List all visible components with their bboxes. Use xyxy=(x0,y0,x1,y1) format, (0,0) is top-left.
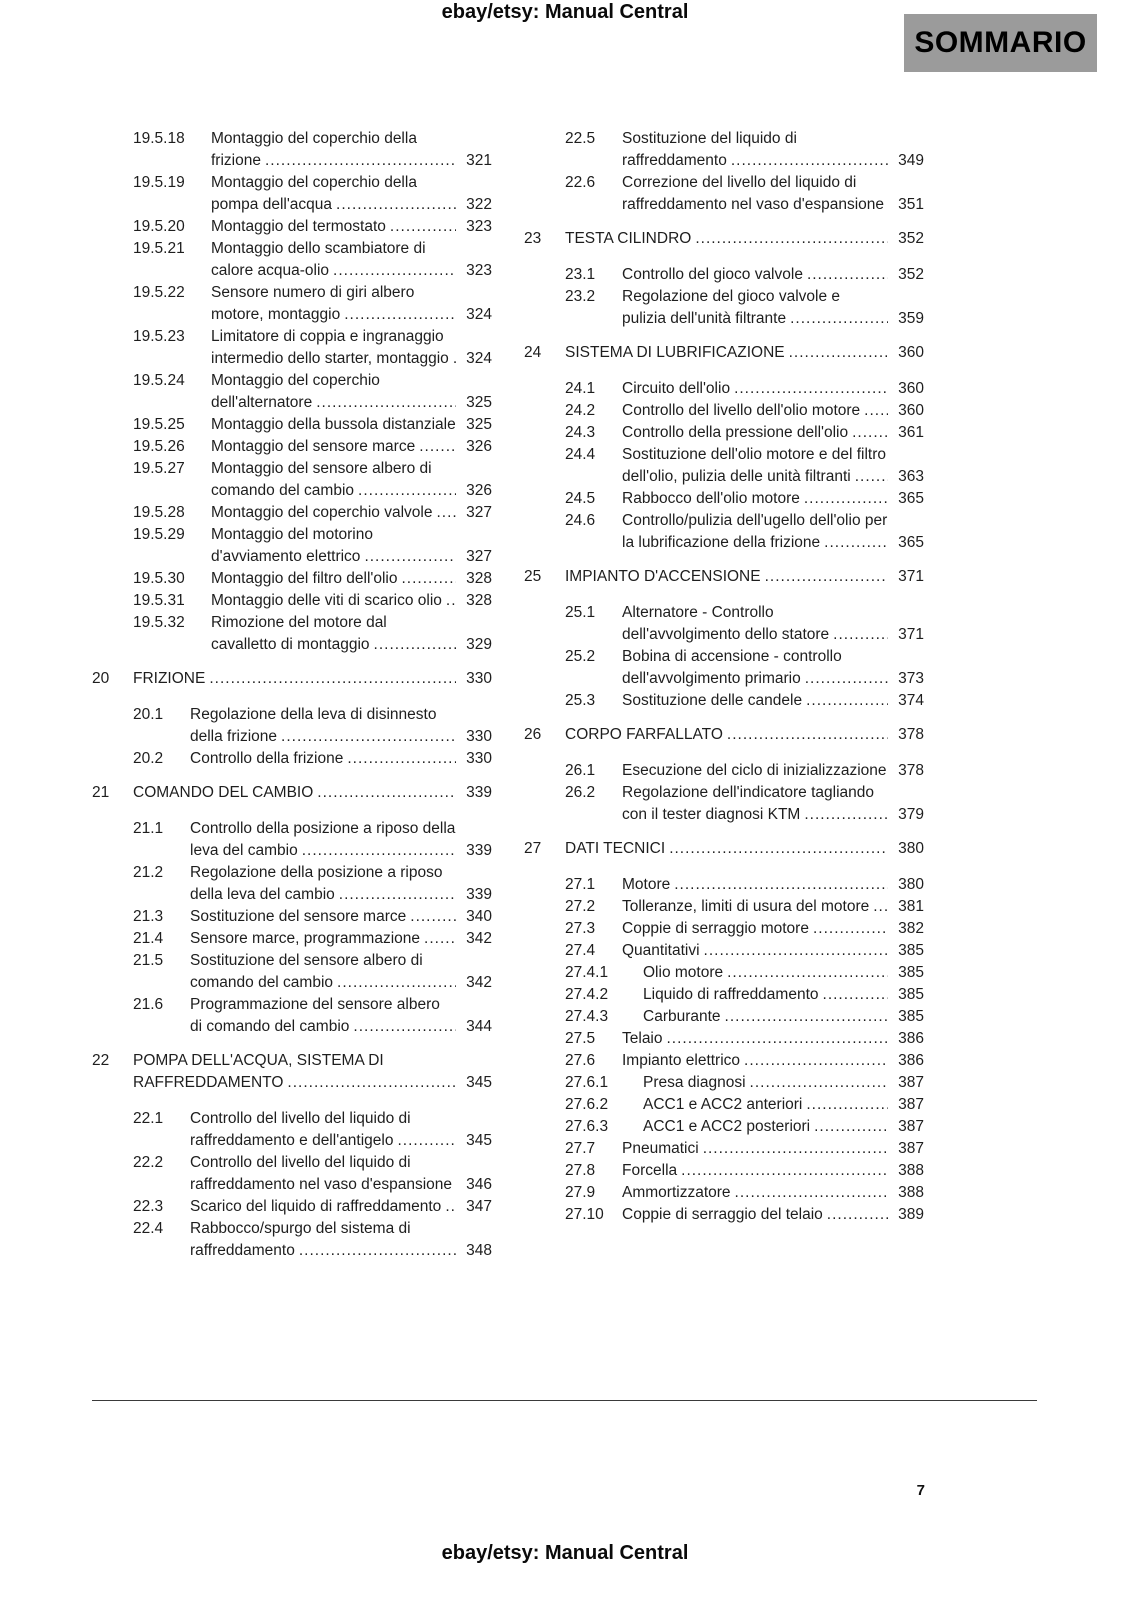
toc-entry xyxy=(92,326,492,370)
toc-entry-page: 345 xyxy=(466,1132,492,1149)
toc-entry xyxy=(92,216,492,238)
toc-entry-title: IMPIANTO D'ACCENSIONE ..... xyxy=(565,566,888,588)
toc-entry-title: Montaggio dello scambiatore di calore acqua-olio ..... xyxy=(211,238,456,282)
toc-entry xyxy=(92,370,492,414)
toc-entry-page: 388 xyxy=(898,1184,924,1201)
toc-entry-title: Montaggio del coperchio della frizione ..... xyxy=(211,128,456,172)
toc-entry-number: 22.1 xyxy=(133,1110,164,1127)
toc-entry xyxy=(524,1028,924,1050)
toc-entry-number: 25.3 xyxy=(565,692,596,709)
toc-entry-title: Regolazione dell'indicatore tagliando con il tester diagnosi KTM ..... xyxy=(622,782,888,826)
toc-entry-title: CORPO FARFALLATO ..... xyxy=(565,724,888,746)
toc-entry-page: 340 xyxy=(466,908,492,925)
toc-entry xyxy=(92,1152,492,1196)
toc-column xyxy=(524,128,924,1262)
toc-entry xyxy=(524,378,924,400)
toc-entry-title: Sensore numero di giri albero motore, montaggio ..... xyxy=(211,282,456,326)
toc-entry xyxy=(92,414,492,436)
toc-entry xyxy=(92,704,492,748)
toc-entry-page: 339 xyxy=(466,784,492,801)
toc-entry-page: 328 xyxy=(466,592,492,609)
toc-entry xyxy=(92,282,492,326)
toc-entry-title: Esecuzione del ciclo di inizializzazione ..... xyxy=(622,760,888,782)
toc-entry-title: Olio motore ..... xyxy=(643,962,888,984)
toc-entry-page: 348 xyxy=(466,1242,492,1259)
toc-entry xyxy=(92,1218,492,1262)
toc-entry xyxy=(524,984,924,1006)
toc-entry-number: 24.6 xyxy=(565,512,596,529)
toc-entry xyxy=(524,724,924,746)
toc-entry-number: 27.4 xyxy=(565,942,596,959)
toc-entry-title: Montaggio della bussola distanziale ..... xyxy=(211,414,456,436)
toc-entry xyxy=(524,602,924,646)
toc-entry-title: Bobina di accensione - controllo dell'avvolgimento primario ..... xyxy=(622,646,888,690)
toc-entry-number: 19.5.20 xyxy=(133,218,185,235)
toc-entry-page: 381 xyxy=(898,898,924,915)
toc-entry-number: 22.3 xyxy=(133,1198,164,1215)
toc-entry xyxy=(92,238,492,282)
toc-entry-number: 19.5.22 xyxy=(133,284,185,301)
toc-entry-title: Controllo/pulizia dell'ugello dell'olio per la lubrificazione della frizione ..... xyxy=(622,510,888,554)
table-of-contents xyxy=(92,128,924,1262)
toc-entry xyxy=(92,1108,492,1152)
toc-entry xyxy=(92,782,492,804)
toc-entry-title: Sensore marce, programmazione ..... xyxy=(190,928,456,950)
toc-entry xyxy=(92,928,492,950)
page-number: 7 xyxy=(916,1482,925,1499)
toc-entry-number: 22.4 xyxy=(133,1220,164,1237)
toc-entry-title: Controllo del livello dell'olio motore ..... xyxy=(622,400,888,422)
toc-entry xyxy=(92,748,492,770)
toc-entry-title: Presa diagnosi ..... xyxy=(643,1072,888,1094)
toc-entry xyxy=(524,1116,924,1138)
toc-entry-number: 24.4 xyxy=(565,446,596,463)
toc-entry-page: 352 xyxy=(898,230,924,247)
toc-entry-title: Sostituzione del sensore marce ..... xyxy=(190,906,456,928)
toc-entry-page: 323 xyxy=(466,262,492,279)
toc-entry-number: 25.1 xyxy=(565,604,596,621)
toc-entry-page: 352 xyxy=(898,266,924,283)
toc-entry-number: 27 xyxy=(524,840,542,857)
toc-entry-title: POMPA DELL'ACQUA, SISTEMA DI RAFFREDDAMENTO ..... xyxy=(133,1050,456,1094)
toc-entry-number: 24.5 xyxy=(565,490,596,507)
top-watermark-text: ebay/etsy: Manual Central xyxy=(441,1,689,23)
toc-entry-page: 346 xyxy=(466,1176,492,1193)
toc-entry-page: 373 xyxy=(898,670,924,687)
toc-entry-number: 20.2 xyxy=(133,750,164,767)
toc-entry-title: Scarico del liquido di raffreddamento ..... xyxy=(190,1196,456,1218)
toc-entry-number: 27.4.3 xyxy=(565,1008,609,1025)
toc-entry xyxy=(524,400,924,422)
toc-entry xyxy=(92,436,492,458)
toc-entry-number: 26.1 xyxy=(565,762,596,779)
toc-entry-number: 27.6.2 xyxy=(565,1096,609,1113)
toc-entry xyxy=(524,962,924,984)
toc-entry-number: 25.2 xyxy=(565,648,596,665)
toc-entry xyxy=(524,1138,924,1160)
toc-entry-number: 27.6.1 xyxy=(565,1074,609,1091)
toc-entry-title: Controllo del gioco valvole ..... xyxy=(622,264,888,286)
toc-entry-number: 19.5.32 xyxy=(133,614,185,631)
footer-divider xyxy=(92,1400,1037,1401)
toc-entry-number: 24.3 xyxy=(565,424,596,441)
toc-entry-number: 19.5.21 xyxy=(133,240,185,257)
toc-entry xyxy=(92,1196,492,1218)
toc-entry-title: Montaggio del coperchio dell'alternatore ..... xyxy=(211,370,456,414)
toc-entry xyxy=(524,1160,924,1182)
toc-entry-title: Impianto elettrico ..... xyxy=(622,1050,888,1072)
toc-entry xyxy=(524,896,924,918)
toc-entry-title: Montaggio del motorino d'avviamento elettrico ..... xyxy=(211,524,456,568)
toc-entry xyxy=(524,1072,924,1094)
toc-entry-number: 25 xyxy=(524,568,542,585)
toc-entry xyxy=(92,568,492,590)
toc-entry-number: 19.5.30 xyxy=(133,570,185,587)
toc-entry-title: SISTEMA DI LUBRIFICAZIONE ..... xyxy=(565,342,888,364)
toc-entry-title: Telaio ..... xyxy=(622,1028,888,1050)
toc-entry-number: 23.2 xyxy=(565,288,596,305)
toc-entry-page: 323 xyxy=(466,218,492,235)
toc-entry-number: 27.7 xyxy=(565,1140,596,1157)
toc-entry-number: 19.5.28 xyxy=(133,504,185,521)
toc-entry-title: Forcella ..... xyxy=(622,1160,888,1182)
toc-entry-title: Coppie di serraggio motore ..... xyxy=(622,918,888,940)
toc-entry-title: Montaggio del sensore albero di comando del cambio ..... xyxy=(211,458,456,502)
toc-entry-number: 23.1 xyxy=(565,266,596,283)
toc-entry-title: Montaggio del coperchio valvole ..... xyxy=(211,502,456,524)
toc-entry-page: 380 xyxy=(898,840,924,857)
toc-entry xyxy=(524,444,924,488)
toc-entry-page: 387 xyxy=(898,1096,924,1113)
toc-entry-number: 19.5.23 xyxy=(133,328,185,345)
toc-entry-number: 27.8 xyxy=(565,1162,596,1179)
toc-entry-page: 378 xyxy=(898,762,924,779)
toc-entry-page: 387 xyxy=(898,1074,924,1091)
toc-entry-title: ACC1 e ACC2 anteriori ..... xyxy=(643,1094,888,1116)
toc-entry-title: Regolazione del gioco valvole e pulizia dell'unità filtrante ..... xyxy=(622,286,888,330)
toc-entry-title: Motore ..... xyxy=(622,874,888,896)
toc-entry-number: 19.5.29 xyxy=(133,526,185,543)
toc-entry xyxy=(524,510,924,554)
toc-entry-title: Montaggio del sensore marce ..... xyxy=(211,436,456,458)
bottom-watermark-text: ebay/etsy: Manual Central xyxy=(441,1542,689,1564)
toc-entry-page: 324 xyxy=(466,350,492,367)
toc-entry xyxy=(92,590,492,612)
toc-entry-title: Regolazione della posizione a riposo della leva del cambio ..... xyxy=(190,862,456,906)
toc-entry-number: 19.5.24 xyxy=(133,372,185,389)
toc-entry-page: 371 xyxy=(898,626,924,643)
toc-entry-page: 330 xyxy=(466,728,492,745)
toc-entry-page: 326 xyxy=(466,482,492,499)
toc-entry-title: Coppie di serraggio del telaio ..... xyxy=(622,1204,888,1226)
toc-entry-number: 27.3 xyxy=(565,920,596,937)
toc-entry-number: 27.2 xyxy=(565,898,596,915)
toc-entry-number: 21.3 xyxy=(133,908,164,925)
toc-entry xyxy=(524,422,924,444)
toc-entry-number: 21 xyxy=(92,784,110,801)
toc-entry-title: Montaggio del coperchio della pompa dell'acqua ..... xyxy=(211,172,456,216)
toc-entry xyxy=(524,286,924,330)
toc-entry-title: Sostituzione delle candele ..... xyxy=(622,690,888,712)
toc-entry-page: 386 xyxy=(898,1052,924,1069)
toc-entry xyxy=(524,1204,924,1226)
toc-entry-number: 21.5 xyxy=(133,952,164,969)
toc-entry xyxy=(524,690,924,712)
toc-entry-title: Circuito dell'olio ..... xyxy=(622,378,888,400)
toc-entry-title: Controllo della pressione dell'olio ..... xyxy=(622,422,888,444)
toc-entry-page: 342 xyxy=(466,974,492,991)
toc-entry xyxy=(92,994,492,1038)
toc-entry-title: Alternatore - Controllo dell'avvolgimento dello statore ..... xyxy=(622,602,888,646)
toc-entry xyxy=(92,950,492,994)
toc-entry xyxy=(92,502,492,524)
toc-entry-page: 378 xyxy=(898,726,924,743)
toc-entry-number: 21.1 xyxy=(133,820,164,837)
toc-entry-title: COMANDO DEL CAMBIO ..... xyxy=(133,782,456,804)
toc-entry-number: 26 xyxy=(524,726,542,743)
toc-entry-number: 20.1 xyxy=(133,706,164,723)
toc-entry-title: Sostituzione del liquido di raffreddamento ..... xyxy=(622,128,888,172)
toc-column xyxy=(92,128,492,1262)
toc-entry-number: 27.5 xyxy=(565,1030,596,1047)
toc-entry-page: 387 xyxy=(898,1140,924,1157)
sommario-header-badge: SOMMARIO xyxy=(904,14,1097,72)
toc-entry xyxy=(524,646,924,690)
toc-entry-page: 385 xyxy=(898,986,924,1003)
toc-entry-title: Pneumatici ..... xyxy=(622,1138,888,1160)
toc-entry-page: 365 xyxy=(898,490,924,507)
toc-entry-title: Montaggio del filtro dell'olio ..... xyxy=(211,568,456,590)
toc-entry-title: ACC1 e ACC2 posteriori ..... xyxy=(643,1116,888,1138)
toc-entry-page: 359 xyxy=(898,310,924,327)
toc-entry-number: 27.4.2 xyxy=(565,986,609,1003)
toc-entry-page: 351 xyxy=(898,196,924,213)
toc-entry-page: 389 xyxy=(898,1206,924,1223)
toc-entry-page: 330 xyxy=(466,670,492,687)
toc-entry-title: Montaggio delle viti di scarico olio ..... xyxy=(211,590,456,612)
toc-entry-number: 21.4 xyxy=(133,930,164,947)
toc-entry xyxy=(524,488,924,510)
toc-entry xyxy=(92,668,492,690)
toc-entry-title: Controllo del livello del liquido di raffreddamento e dell'antigelo ..... xyxy=(190,1108,456,1152)
toc-entry-title: Ammortizzatore ..... xyxy=(622,1182,888,1204)
toc-entry-number: 20 xyxy=(92,670,110,687)
toc-entry-title: Programmazione del sensore albero di comando del cambio ..... xyxy=(190,994,456,1038)
toc-entry-number: 19.5.19 xyxy=(133,174,185,191)
toc-entry-number: 21.6 xyxy=(133,996,164,1013)
toc-entry-number: 22.5 xyxy=(565,130,596,147)
toc-entry xyxy=(92,128,492,172)
toc-entry-page: 385 xyxy=(898,964,924,981)
toc-entry-title: Controllo del livello del liquido di raffreddamento nel vaso d'espansione ..... xyxy=(190,1152,456,1196)
toc-entry-title: Rimozione del motore dal cavalletto di montaggio ..... xyxy=(211,612,456,656)
toc-entry-title: Montaggio del termostato ..... xyxy=(211,216,456,238)
toc-entry xyxy=(524,228,924,250)
toc-entry-title: Tolleranze, limiti di usura del motore ..... xyxy=(622,896,888,918)
toc-entry xyxy=(524,760,924,782)
toc-entry xyxy=(92,1050,492,1094)
toc-entry-page: 327 xyxy=(466,504,492,521)
toc-entry xyxy=(92,172,492,216)
toc-entry-page: 363 xyxy=(898,468,924,485)
toc-entry-title: Sostituzione del sensore albero di comando del cambio ..... xyxy=(190,950,456,994)
toc-entry-page: 380 xyxy=(898,876,924,893)
toc-entry-title: Rabbocco dell'olio motore ..... xyxy=(622,488,888,510)
toc-entry xyxy=(92,906,492,928)
toc-entry-title: Controllo della frizione ..... xyxy=(190,748,456,770)
toc-entry-title: Limitatore di coppia e ingranaggio intermedio dello starter, montaggio ..... xyxy=(211,326,456,370)
toc-entry-number: 27.4.1 xyxy=(565,964,609,981)
toc-entry-number: 19.5.18 xyxy=(133,130,185,147)
toc-entry-title: Controllo della posizione a riposo della leva del cambio ..... xyxy=(190,818,456,862)
toc-entry-page: 329 xyxy=(466,636,492,653)
toc-entry xyxy=(524,1050,924,1072)
toc-entry-number: 26.2 xyxy=(565,784,596,801)
toc-entry-page: 361 xyxy=(898,424,924,441)
toc-entry xyxy=(524,566,924,588)
toc-entry-page: 374 xyxy=(898,692,924,709)
toc-entry xyxy=(92,862,492,906)
toc-entry xyxy=(524,128,924,172)
toc-entry-title: DATI TECNICI ..... xyxy=(565,838,888,860)
toc-entry-title: FRIZIONE ..... xyxy=(133,668,456,690)
toc-entry-page: 339 xyxy=(466,842,492,859)
toc-entry-page: 326 xyxy=(466,438,492,455)
toc-entry-page: 385 xyxy=(898,942,924,959)
toc-entry-title: Quantitativi ..... xyxy=(622,940,888,962)
toc-entry xyxy=(524,782,924,826)
toc-entry-page: 360 xyxy=(898,402,924,419)
toc-entry-number: 24.1 xyxy=(565,380,596,397)
toc-entry xyxy=(524,1006,924,1028)
toc-entry-number: 19.5.26 xyxy=(133,438,185,455)
toc-entry-page: 385 xyxy=(898,1008,924,1025)
toc-entry xyxy=(524,1182,924,1204)
toc-entry-title: Sostituzione dell'olio motore e del filtro dell'olio, pulizia delle unità filtranti ..... xyxy=(622,444,888,488)
toc-entry xyxy=(524,264,924,286)
toc-entry-page: 349 xyxy=(898,152,924,169)
toc-entry-page: 388 xyxy=(898,1162,924,1179)
toc-entry xyxy=(92,612,492,656)
toc-entry-page: 387 xyxy=(898,1118,924,1135)
toc-entry-number: 19.5.27 xyxy=(133,460,185,477)
toc-entry-number: 27.9 xyxy=(565,1184,596,1201)
toc-entry-page: 322 xyxy=(466,196,492,213)
toc-entry-page: 360 xyxy=(898,344,924,361)
toc-entry xyxy=(524,874,924,896)
toc-entry xyxy=(92,524,492,568)
toc-entry-page: 342 xyxy=(466,930,492,947)
toc-entry-title: Regolazione della leva di disinnesto della frizione ..... xyxy=(190,704,456,748)
toc-entry-page: 371 xyxy=(898,568,924,585)
toc-entry-page: 330 xyxy=(466,750,492,767)
toc-entry-page: 325 xyxy=(466,394,492,411)
toc-entry-page: 347 xyxy=(466,1198,492,1215)
toc-entry-number: 22.2 xyxy=(133,1154,164,1171)
toc-entry-number: 21.2 xyxy=(133,864,164,881)
toc-entry-page: 328 xyxy=(466,570,492,587)
toc-entry-number: 19.5.31 xyxy=(133,592,185,609)
toc-entry-number: 27.10 xyxy=(565,1206,604,1223)
toc-entry-page: 345 xyxy=(466,1074,492,1091)
toc-entry-page: 382 xyxy=(898,920,924,937)
toc-entry xyxy=(524,1094,924,1116)
toc-entry-title: Carburante ..... xyxy=(643,1006,888,1028)
toc-entry-page: 365 xyxy=(898,534,924,551)
toc-entry-page: 379 xyxy=(898,806,924,823)
toc-entry-number: 27.6.3 xyxy=(565,1118,609,1135)
toc-entry-number: 27.6 xyxy=(565,1052,596,1069)
toc-entry-page: 360 xyxy=(898,380,924,397)
toc-entry-title: Liquido di raffreddamento ..... xyxy=(643,984,888,1006)
toc-entry-number: 22 xyxy=(92,1052,110,1069)
toc-entry-number: 19.5.25 xyxy=(133,416,185,433)
toc-entry-number: 27.1 xyxy=(565,876,596,893)
toc-entry-title: Correzione del livello del liquido di raffreddamento nel vaso d'espansione ..... xyxy=(622,172,888,216)
toc-entry-number: 23 xyxy=(524,230,542,247)
toc-entry-number: 24 xyxy=(524,344,542,361)
toc-entry xyxy=(524,940,924,962)
toc-entry-page: 321 xyxy=(466,152,492,169)
toc-entry-title: TESTA CILINDRO ..... xyxy=(565,228,888,250)
toc-entry-number: 24.2 xyxy=(565,402,596,419)
toc-entry xyxy=(524,172,924,216)
toc-entry-title: Rabbocco/spurgo del sistema di raffreddamento ..... xyxy=(190,1218,456,1262)
toc-entry xyxy=(92,818,492,862)
toc-entry xyxy=(524,918,924,940)
toc-entry xyxy=(92,458,492,502)
toc-entry-page: 325 xyxy=(466,416,492,433)
toc-entry xyxy=(524,838,924,860)
toc-entry-number: 22.6 xyxy=(565,174,596,191)
toc-entry-page: 339 xyxy=(466,886,492,903)
toc-entry-page: 327 xyxy=(466,548,492,565)
toc-entry-page: 344 xyxy=(466,1018,492,1035)
toc-entry-page: 324 xyxy=(466,306,492,323)
toc-entry-page: 386 xyxy=(898,1030,924,1047)
toc-entry xyxy=(524,342,924,364)
